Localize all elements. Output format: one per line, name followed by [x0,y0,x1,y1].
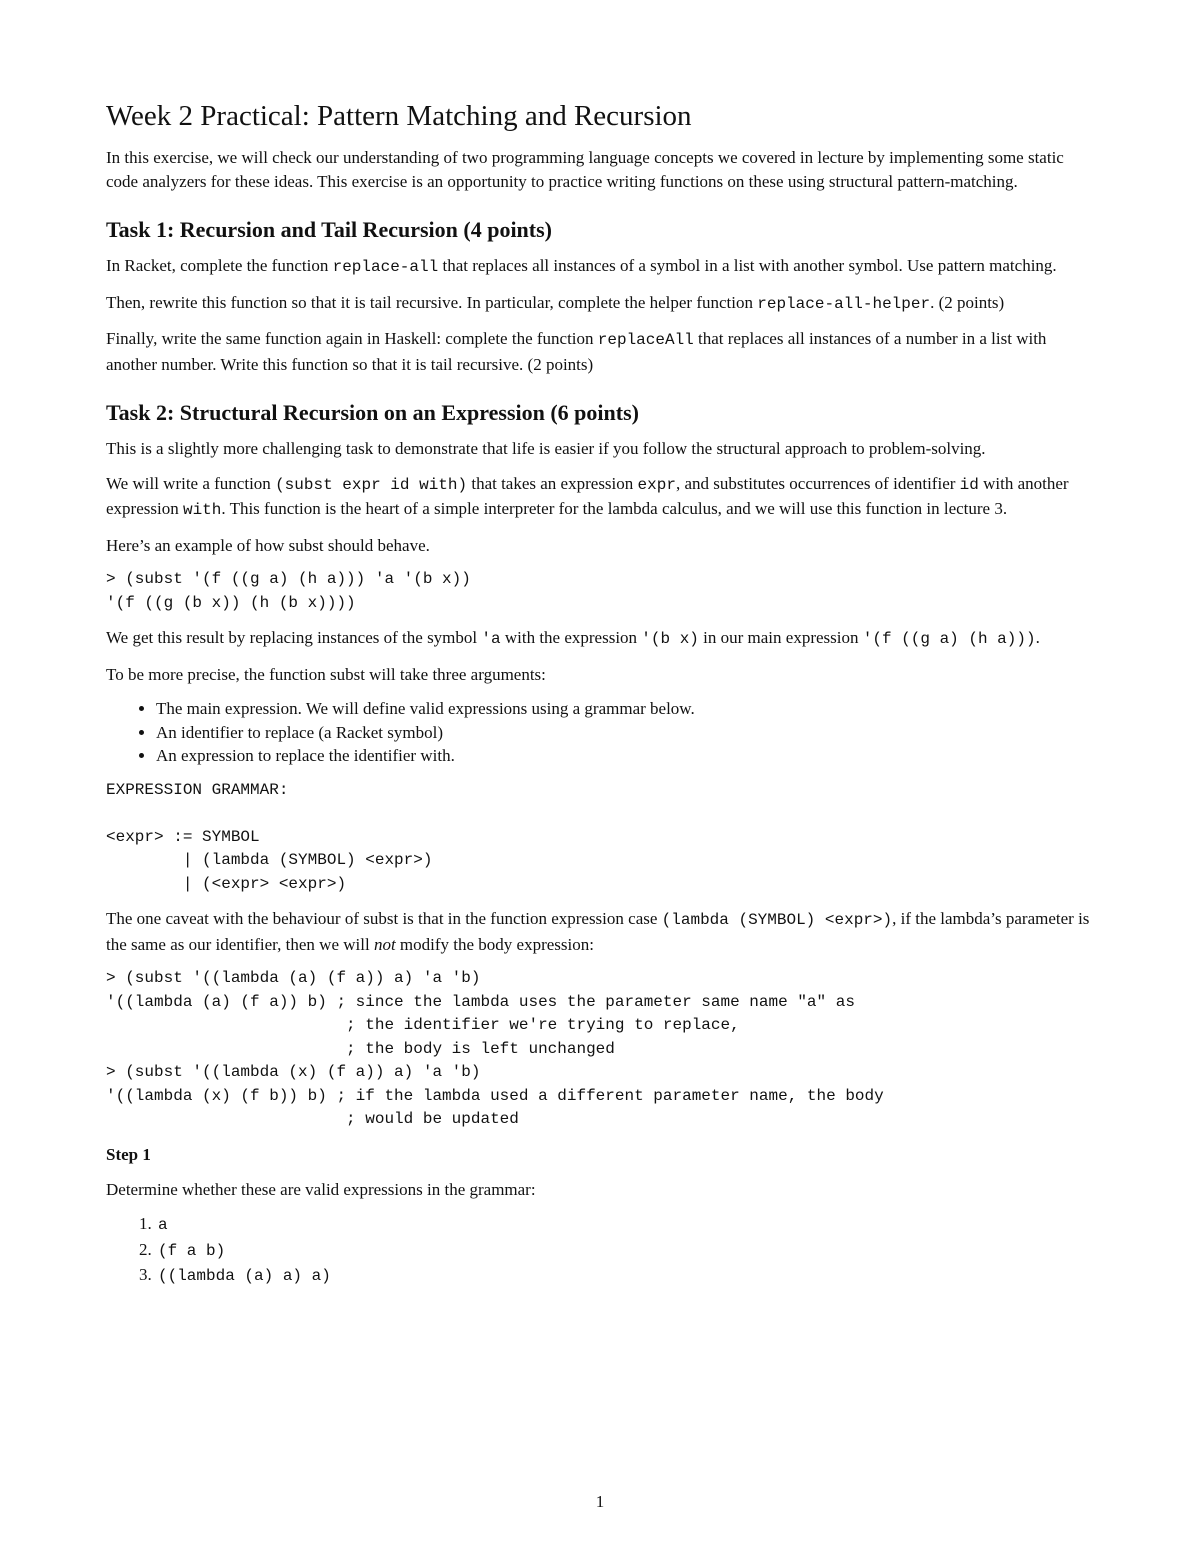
code-example-1: > (subst '(f ((g a) (h a))) 'a '(b x)) '(f ((g (b x)) (h (b x)))) [106,570,471,612]
list-item: • The main expression. We will define valid expressions using a grammar below. [156,697,1096,721]
step1-text: Determine whether these are valid expressions in the grammar: [106,1179,536,1199]
expression-grammar: EXPRESSION GRAMMAR: <expr> := SYMBOL | (lambda (SYMBOL) <expr>) | (<expr> <expr>) [106,780,433,893]
task2-paragraph-5: To be more precise, the function subst will take three arguments: [106,664,546,684]
task2-heading: Task 2: Structural Recursion on an Expression (6 points) [106,400,639,425]
task2-paragraph-4: We get this result by replacing instances of the symbol 'a with the expression '(b x) in our main expression '(f ((g a) (h a))). [106,628,1040,648]
inline-code: with [182,501,222,519]
inline-code: id [959,475,979,494]
intro-paragraph: In this exercise, we will check our understanding of two programming language concepts we covered in lecture by implementing some static code analyzers for these ideas. This exercise is an opportunity to practice writing functions on these using structural pattern-matching. [106,148,1064,191]
inline-code: expr [637,475,676,494]
inline-code: (subst expr id with) [275,475,468,494]
inline-code: (lambda (SYMBOL) <expr>) [661,911,893,929]
task1-paragraph-1: In Racket, complete the function replace-all that replaces all instances of a symbol in a list with another symbol. Use pattern matching. [106,256,1057,276]
step1-list [106,1212,1096,1289]
list-item: 3. ((lambda (a) a) a) [156,1263,1096,1289]
inline-code: '(b x) [641,630,699,648]
task1-heading: Task 1: Recursion and Tail Recursion (4 points) [106,217,553,242]
list-item: • An identifier to replace (a Racket symbol) [156,721,1096,745]
task2-paragraph-3: Here’s an example of how subst should behave. [106,535,430,555]
task2-paragraph-2: We will write a function (subst expr id with) that takes an expression expr, and substitutes occurrences of identifier id with another expression with. This function is the heart of a simple interpreter for the lambda calculus, and we will use this function in lecture 3. [106,473,1069,519]
page-title: Week 2 Practical: Pattern Matching and Recursion [106,100,692,132]
task2-paragraph-1: This is a slightly more challenging task to demonstrate that life is easier if you follow the structural approach to problem-solving. [106,439,986,458]
inline-code: replace-all [332,258,439,276]
code-example-2: > (subst '((lambda (a) (f a)) a) 'a 'b) '((lambda (a) (f a)) b) ; since the lambda uses the parameter same name "a" as ; the identifier we're trying to replace, ; the body is left unchanged > (subst '((lambda (x) (f a)) a) 'a 'b) '((lambda (x) (f b)) b) ; if the lambda used a different parameter name, the body ; would be updated [106,969,884,1128]
task2-paragraph-6: The one caveat with the behaviour of subst is that in the function expression case (lambda (SYMBOL) <expr>), if the lambda’s parameter is the same as our identifier, then we will not modify the body expression: [106,909,1090,954]
document-page [106,96,1096,1289]
list-item: 2. (f a b) [156,1238,1096,1264]
task1-paragraph-2: Then, rewrite this function so that it is tail recursive. In particular, complete the helper function replace-all-helper. (2 points) [106,292,1005,313]
argument-list [106,697,1096,768]
page-number: 1 [595,1492,605,1511]
inline-code: 'a [481,630,501,648]
task1-paragraph-3: Finally, write the same function again in Haskell: complete the function replaceAll that replaces all instances of a number in a list with another number. Write this function so that it is tail recursive. (2 points) [106,329,1047,374]
inline-code: replace-all-helper [757,294,931,313]
step1-heading: Step 1 [106,1144,151,1164]
list-item: • An expression to replace the identifier with. [156,744,1096,768]
list-item: 1. a [156,1212,1096,1238]
inline-code: replaceAll [597,331,694,349]
inline-code: '(f ((g a) (h a))) [862,630,1036,648]
